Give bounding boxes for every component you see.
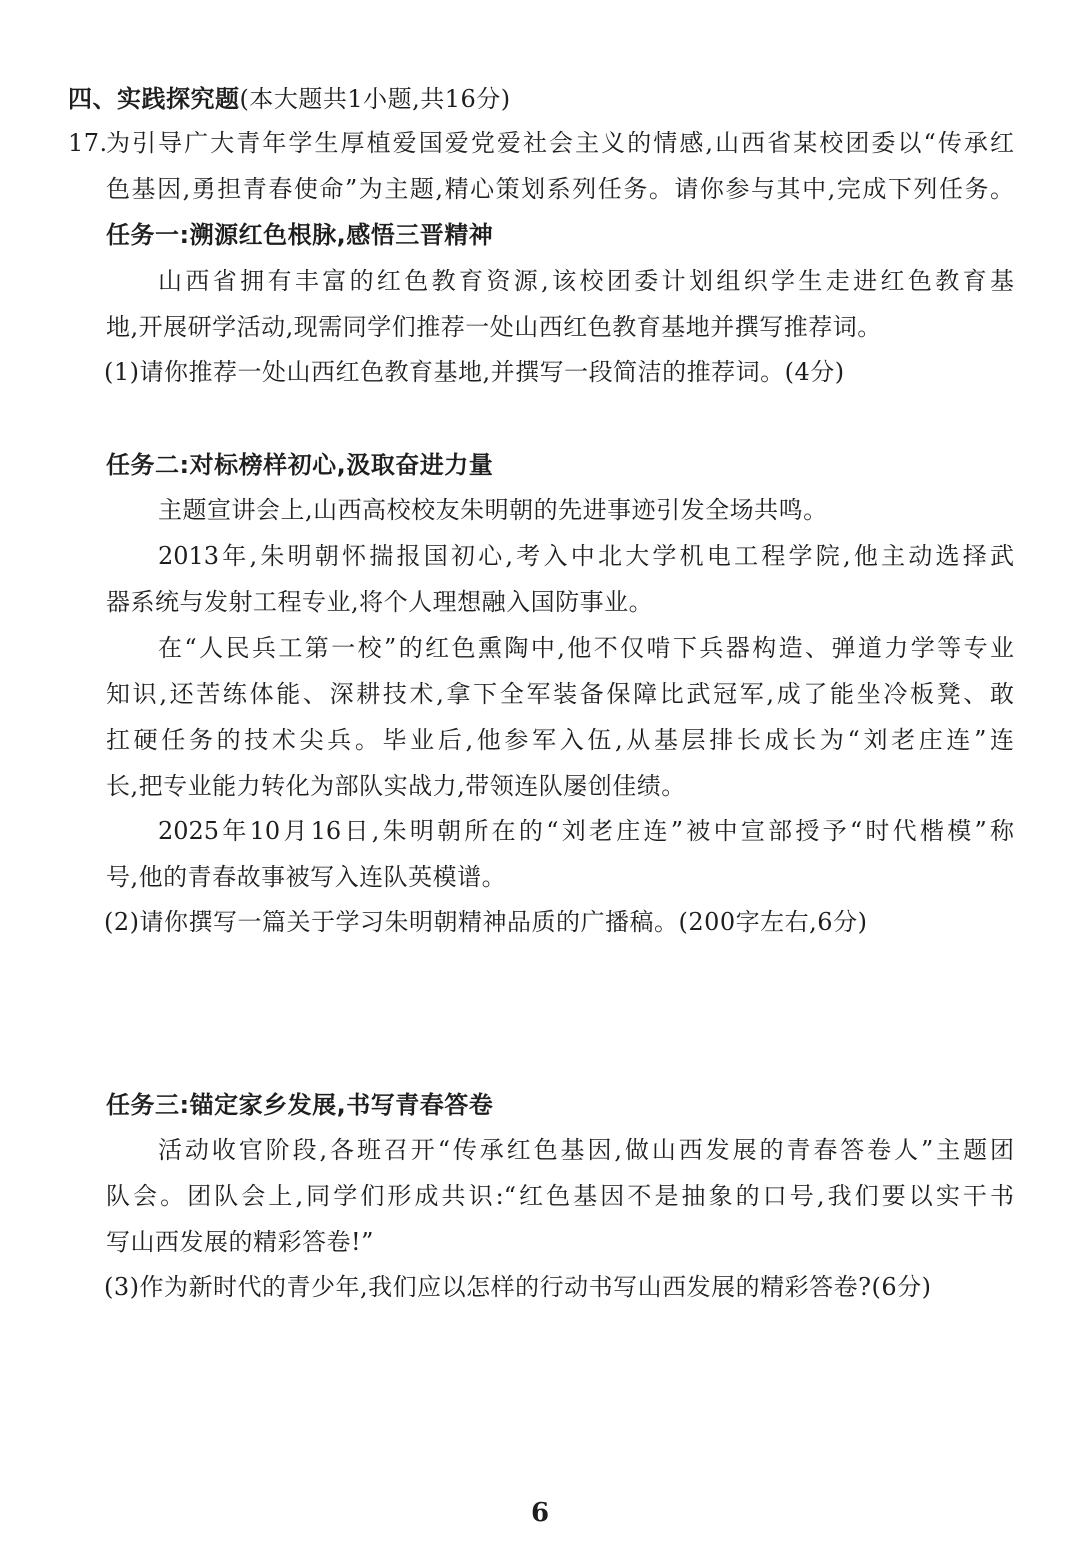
task2-para2-line-2: 器系统与发射工程专业,将个人理想融入国防事业。 [106, 588, 654, 616]
section-heading [68, 84, 511, 114]
task2-question: (2)请你撰写一篇关于学习朱明朝精神品质的广播稿。(200字左右,6分) [104, 908, 868, 936]
task2-para2-line-1: 2013年,朱明朝怀揣报国初心,考入中北大学机电工程学院,他主动选择武 [158, 542, 1014, 570]
task3-para-line-3: 写山西发展的精彩答卷!” [106, 1228, 374, 1256]
section-subtitle: (本大题共1小题,共16分) [239, 85, 511, 113]
task3-para-line-1: 活动收官阶段,各班召开“传承红色基因,做山西发展的青春答卷人”主题团 [158, 1136, 1014, 1164]
task2-para3-line-2: 知识,还苦练体能、深耕技术,拿下全军装备保障比武冠军,成了能坐冷板凳、敢 [106, 680, 1014, 708]
task3-para-line-2: 队会。团队会上,同学们形成共识:“红色基因不是抽象的口号,我们要以实干书 [106, 1182, 1014, 1210]
section-title: 四、实践探究题 [68, 85, 240, 113]
task2-para1: 主题宣讲会上,山西高校校友朱明朝的先进事迹引发全场共鸣。 [158, 496, 828, 524]
task2-para3-line-1: 在“人民兵工第一校”的红色熏陶中,他不仅啃下兵器构造、弹道力学等专业 [158, 634, 1014, 662]
page-number: 6 [530, 1498, 550, 1528]
task3-title: 任务三:锚定家乡发展,书写青春答卷 [106, 1091, 494, 1119]
task2-para4-line-1: 2025年10月16日,朱明朝所在的“刘老庄连”被中宣部授予“时代楷模”称 [158, 817, 1014, 845]
question-stem-line-1: 为引导广大青年学生厚植爱国爱党爱社会主义的情感,山西省某校团委以“传承红 [106, 129, 1014, 157]
task1-para-line-2: 地,开展研学活动,现需同学们推荐一处山西红色教育基地并撰写推荐词。 [106, 313, 882, 341]
task2-para4-line-2: 号,他的青春故事被写入连队英模谱。 [106, 863, 507, 891]
task2-title: 任务二:对标榜样初心,汲取奋进力量 [106, 451, 494, 479]
task3-question: (3)作为新时代的青少年,我们应以怎样的行动书写山西发展的精彩答卷?(6分) [104, 1273, 932, 1301]
task1-question: (1)请你推荐一处山西红色教育基地,并撰写一段简洁的推荐词。(4分) [104, 358, 845, 386]
question-stem-line-2: 色基因,勇担青春使命”为主题,精心策划系列任务。请你参与其中,完成下列任务。 [106, 175, 1014, 203]
task2-para3-line-3: 扛硬任务的技术尖兵。毕业后,他参军入伍,从基层排长成长为“刘老庄连”连 [106, 726, 1014, 754]
question-number: 17. [68, 129, 108, 157]
task2-para3-line-4: 长,把专业能力转化为部队实战力,带领连队屡创佳绩。 [106, 772, 686, 800]
task1-title: 任务一:溯源红色根脉,感悟三晋精神 [106, 221, 494, 249]
task1-para-line-1: 山西省拥有丰富的红色教育资源,该校团委计划组织学生走进红色教育基 [158, 267, 1014, 295]
